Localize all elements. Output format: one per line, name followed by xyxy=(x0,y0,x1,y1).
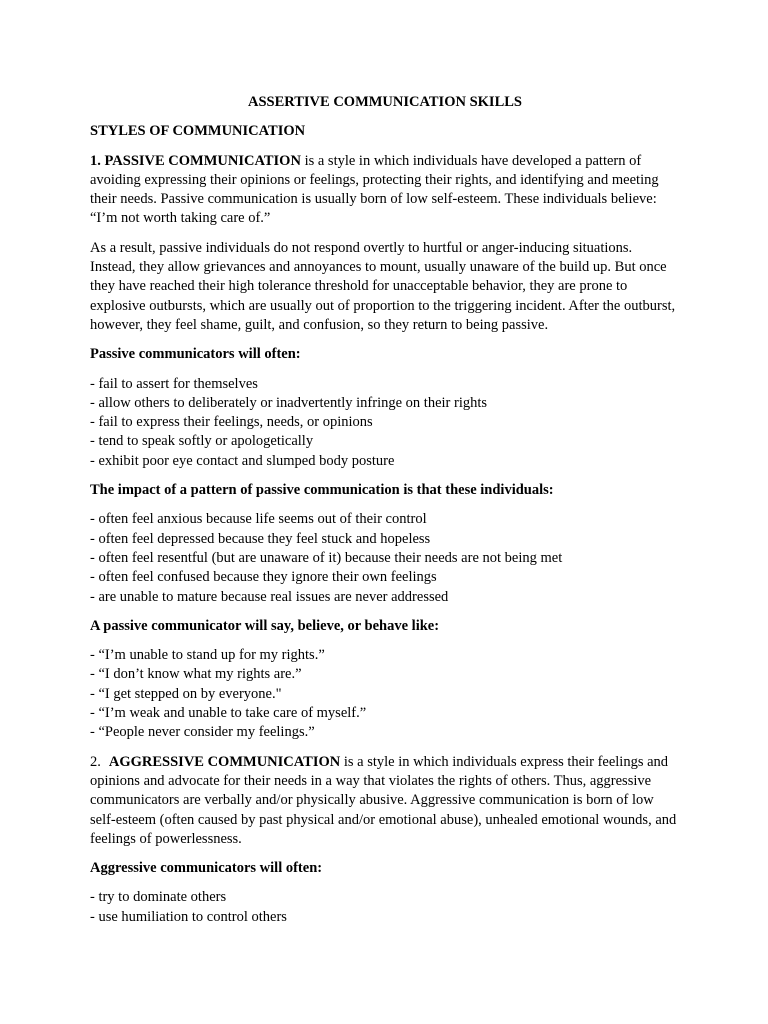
list-item: - often feel anxious because life seems out of their control xyxy=(90,511,427,528)
list-item: - “I’m unable to stand up for my rights.” xyxy=(90,647,325,664)
passive-impact-list xyxy=(90,510,680,606)
list-item: - often feel resentful (but are unaware of it) because their needs are not being met xyxy=(90,549,563,566)
passive-result-paragraph: As a result, passive individuals do not respond overtly to hurtful or anger-inducing situations. Instead, they allow grievances and annoyances to mount, usually unaware of the build up. But once they have reached their high tolerance threshold for unacceptable behavior, they are prone to explosive outbursts, which are usually out of proportion to the triggering incident. After the outburst, however, they feel shame, guilt, and confusion, so they return to being passive. xyxy=(90,239,676,333)
aggressive-number: 2. xyxy=(90,753,101,770)
passive-intro-paragraph xyxy=(90,152,680,229)
passive-often-heading: Passive communicators will often: xyxy=(90,346,301,363)
list-item: - often feel confused because they ignore their own feelings xyxy=(90,569,437,586)
list-item: - try to dominate others xyxy=(90,889,227,906)
list-item: - fail to assert for themselves xyxy=(90,375,258,392)
passive-intro-text: is a style in which individuals have developed a pattern of avoiding expressing their opinions or feelings, protecting their rights, and identifying and meeting their needs. Passive communication is usually born of low self-esteem. These individuals believe: “I’m not worth taking care of.” xyxy=(90,152,659,227)
passive-lead-heading: 1. PASSIVE COMMUNICATION xyxy=(90,152,301,169)
aggressive-lead-heading: AGGRESSIVE COMMUNICATION xyxy=(108,753,341,770)
passive-say-heading: A passive communicator will say, believe, or behave like: xyxy=(90,617,440,634)
aggressive-intro-text: is a style in which individuals express their feelings and opinions and advocate for their needs in a way that violates the rights of others. Thus, aggressive communicators are verbally and/or physically abusive. Aggressive communication is born of low self-esteem (often caused by past physical and/or emotional abuse), unhealed emotional wounds, and feelings of powerlessness. xyxy=(90,753,677,847)
list-item: - are unable to mature because real issues are never addressed xyxy=(90,588,449,605)
styles-heading: STYLES OF COMMUNICATION xyxy=(90,123,306,140)
passive-often-list xyxy=(90,375,680,471)
list-item: - “I get stepped on by everyone." xyxy=(90,685,282,702)
aggressive-intro-paragraph xyxy=(90,753,680,849)
list-item: - use humiliation to control others xyxy=(90,908,287,925)
list-item: - “I’m weak and unable to take care of myself.” xyxy=(90,705,367,722)
document-title: ASSERTIVE COMMUNICATION SKILLS xyxy=(248,94,522,110)
list-item: - often feel depressed because they feel stuck and hopeless xyxy=(90,530,431,547)
aggressive-often-list xyxy=(90,888,680,927)
list-item: - allow others to deliberately or inadvertently infringe on their rights xyxy=(90,394,488,411)
list-item: - “I don’t know what my rights are.” xyxy=(90,666,302,683)
aggressive-often-heading: Aggressive communicators will often: xyxy=(90,860,323,877)
list-item: - “People never consider my feelings.” xyxy=(90,724,315,741)
passive-impact-heading: The impact of a pattern of passive communication is that these individuals: xyxy=(90,482,554,499)
list-item: - exhibit poor eye contact and slumped body posture xyxy=(90,452,395,469)
list-item: - fail to express their feelings, needs, or opinions xyxy=(90,414,373,431)
document-page xyxy=(90,93,680,937)
list-item: - tend to speak softly or apologetically xyxy=(90,433,314,450)
passive-say-list xyxy=(90,646,680,742)
